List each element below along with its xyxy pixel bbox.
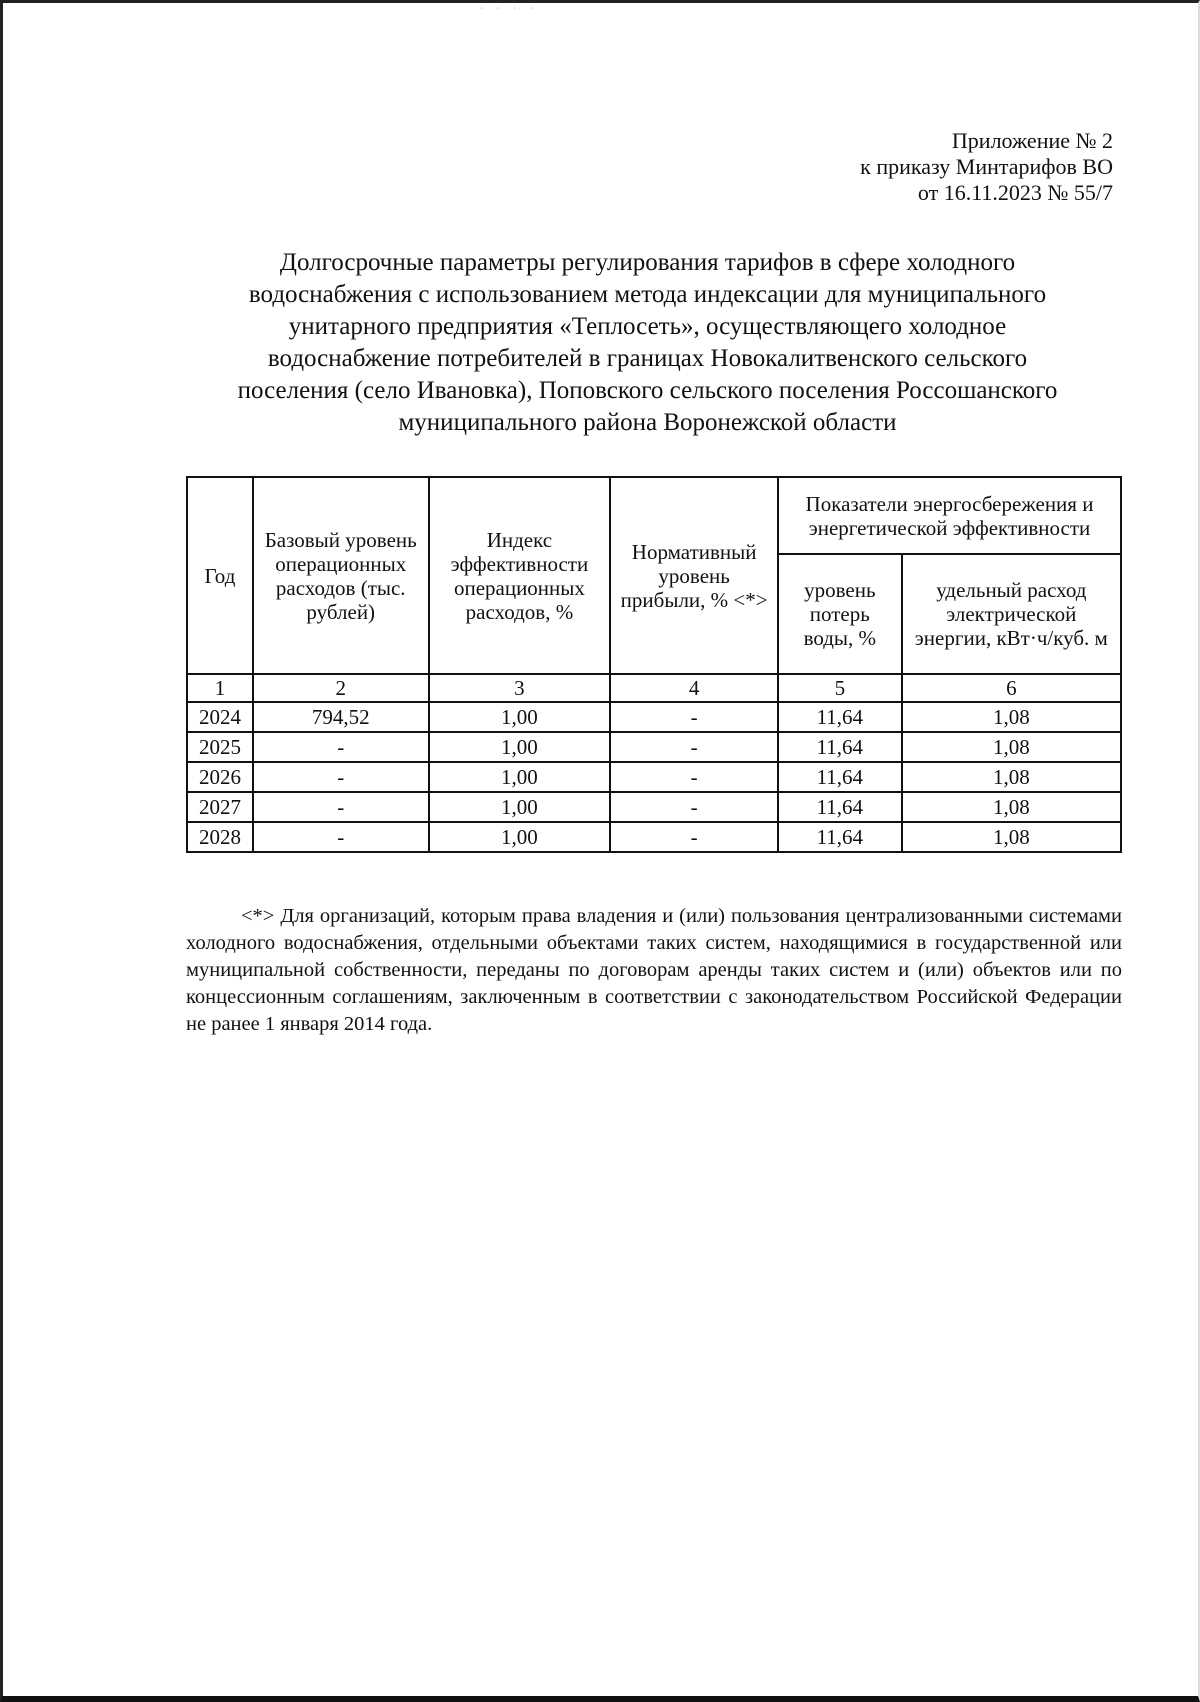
cell-base-level: - bbox=[253, 822, 429, 852]
table-row bbox=[187, 762, 1121, 792]
column-number: 5 bbox=[778, 674, 902, 702]
annex-order-date: от 16.11.2023 № 55/7 bbox=[917, 180, 1113, 205]
cell-electricity: 1,08 bbox=[902, 822, 1121, 852]
column-number: 1 bbox=[187, 674, 253, 702]
cell-profit-level: - bbox=[610, 822, 778, 852]
cell-electricity: 1,08 bbox=[902, 702, 1121, 732]
title-line: унитарного предприятия «Теплосеть», осуществляющего холодное bbox=[288, 313, 1007, 340]
table-header-row bbox=[187, 477, 1121, 554]
cell-year: 2024 bbox=[187, 702, 253, 732]
column-number-row bbox=[187, 674, 1121, 702]
cell-water-loss: 11,64 bbox=[778, 792, 902, 822]
header-water-loss: уровень потерь воды, % bbox=[778, 554, 902, 674]
scan-specks: · · · · bbox=[480, 4, 539, 13]
cell-water-loss: 11,64 bbox=[778, 732, 902, 762]
cell-efficiency-index: 1,00 bbox=[429, 732, 611, 762]
document-title bbox=[180, 247, 1115, 439]
cell-efficiency-index: 1,00 bbox=[429, 702, 611, 732]
cell-year: 2026 bbox=[187, 762, 253, 792]
column-number: 3 bbox=[429, 674, 611, 702]
cell-efficiency-index: 1,00 bbox=[429, 792, 611, 822]
cell-year: 2027 bbox=[187, 792, 253, 822]
cell-profit-level: - bbox=[610, 792, 778, 822]
cell-profit-level: - bbox=[610, 732, 778, 762]
cell-electricity: 1,08 bbox=[902, 792, 1121, 822]
cell-water-loss: 11,64 bbox=[778, 702, 902, 732]
title-line: поселения (село Ивановка), Поповского сельского поселения Россошанского bbox=[237, 377, 1058, 404]
header-efficiency-index: Индекс эффективности операционных расходов, % bbox=[429, 477, 611, 674]
header-year: Год bbox=[187, 477, 253, 674]
annex-header bbox=[860, 128, 1113, 206]
cell-profit-level: - bbox=[610, 762, 778, 792]
title-line: водоснабжение потребителей в границах Новокалитвенского сельского bbox=[267, 345, 1028, 372]
cell-water-loss: 11,64 bbox=[778, 822, 902, 852]
header-electricity: удельный расход электрической энергии, кВт·ч/куб. м bbox=[902, 554, 1121, 674]
cell-base-level: - bbox=[253, 792, 429, 822]
cell-electricity: 1,08 bbox=[902, 732, 1121, 762]
title-line: водоснабжения с использованием метода индексации для муниципального bbox=[248, 281, 1047, 308]
parameters-table bbox=[186, 476, 1122, 853]
table-row bbox=[187, 702, 1121, 732]
cell-base-level: - bbox=[253, 762, 429, 792]
footnote: <*> Для организаций, которым права владения и (или) пользования централизованными системами холодного водоснабжения, отдельными объектами таких систем, находящимися в государственной или муниципальной собственности, переданы по договорам аренды таких систем и (или) объектов или по концессионным соглашениям, заключенным в соответствии с законодательством Российской Федерации не ранее 1 января 2014 года. bbox=[186, 904, 1122, 1035]
cell-year: 2028 bbox=[187, 822, 253, 852]
header-energy-group: Показатели энергосбережения и энергетической эффективности bbox=[778, 477, 1121, 554]
annex-number: Приложение № 2 bbox=[951, 128, 1113, 153]
table-row bbox=[187, 792, 1121, 822]
cell-base-level: 794,52 bbox=[253, 702, 429, 732]
cell-efficiency-index: 1,00 bbox=[429, 822, 611, 852]
cell-base-level: - bbox=[253, 732, 429, 762]
annex-order-ref: к приказу Минтарифов ВО bbox=[860, 154, 1113, 179]
column-number: 2 bbox=[253, 674, 429, 702]
table-row bbox=[187, 822, 1121, 852]
title-line: муниципального района Воронежской области bbox=[398, 409, 897, 436]
column-number: 6 bbox=[902, 674, 1121, 702]
column-number: 4 bbox=[610, 674, 778, 702]
cell-efficiency-index: 1,00 bbox=[429, 762, 611, 792]
header-profit-level: Нормативный уровень прибыли, % <*> bbox=[610, 477, 778, 674]
cell-electricity: 1,08 bbox=[902, 762, 1121, 792]
header-base-level: Базовый уровень операционных расходов (тыс. рублей) bbox=[253, 477, 429, 674]
title-line: Долгосрочные параметры регулирования тарифов в сфере холодного bbox=[279, 249, 1016, 276]
cell-water-loss: 11,64 bbox=[778, 762, 902, 792]
cell-year: 2025 bbox=[187, 732, 253, 762]
cell-profit-level: - bbox=[610, 702, 778, 732]
table-row bbox=[187, 732, 1121, 762]
